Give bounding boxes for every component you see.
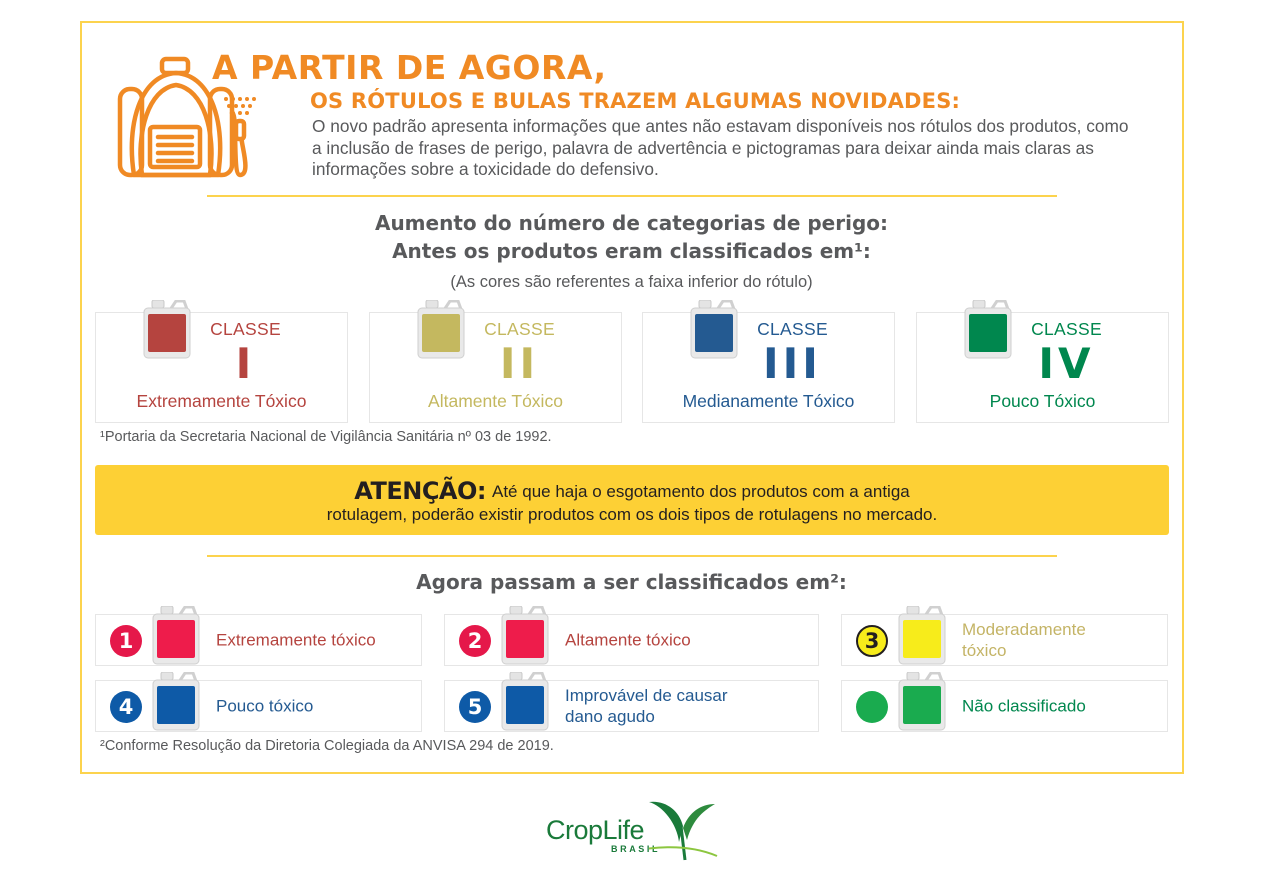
category-badge: 5: [459, 691, 491, 723]
logo-text: CropLife: [546, 815, 645, 845]
attention-text-2: rotulagem, poderão existir produtos com os dois tipos de rotulagens no mercado.: [326, 505, 938, 524]
category-label: Improvável de causar dano agudo: [565, 686, 728, 726]
footnote-2: ²Conforme Resolução da Diretoria Colegiada da ANVISA 294 de 2019.: [100, 738, 554, 754]
old-class-card-4: [916, 312, 1169, 423]
old-class-card-3: [642, 312, 895, 423]
class-numeral: I: [235, 339, 256, 388]
new-section-title: Agora passam a ser classificados em²:: [416, 570, 847, 594]
class-description: Medianamente Tóxico: [682, 391, 855, 411]
class-description: Altamente Tóxico: [428, 391, 563, 411]
attention-text-1: Até que haja o esgotamento dos produtos com a antiga: [492, 482, 910, 501]
category-badge: 4: [110, 691, 142, 723]
new-category-card-3: [841, 614, 1168, 666]
croplife-logo: [545, 798, 725, 868]
old-section-title: Aumento do número de categorias de perigo:: [374, 211, 889, 235]
class-label: CLASSE: [757, 319, 828, 339]
category-badge: 1: [110, 625, 142, 657]
divider: [207, 195, 1057, 197]
class-numeral: III: [763, 339, 822, 388]
category-label: Altamente tóxico: [565, 630, 691, 650]
new-category-card-2: [444, 614, 819, 666]
category-label: Extremamente tóxico: [216, 630, 376, 650]
leaf-sprout-icon: [649, 798, 719, 864]
category-label: Pouco tóxico: [216, 696, 314, 716]
category-badge: 2: [459, 625, 491, 657]
divider: [207, 555, 1057, 557]
jug-icon: [500, 606, 550, 666]
jug-icon: [897, 606, 947, 666]
new-category-card-6: [841, 680, 1168, 732]
intro-paragraph: O novo padrão apresenta informações que antes não estavam disponíveis nos rótulos dos produtos, como a inclusão de frases de perigo, palavra de advertência e pictogramas para deixar ainda mais claras as informações sobre a toxicidade do defensivo.: [312, 116, 1129, 179]
page-title: A PARTIR DE AGORA,: [212, 48, 607, 87]
attention-label: ATENÇÃO:: [354, 477, 486, 505]
jug-icon: [500, 672, 550, 732]
category-label: Moderadamente tóxico: [962, 620, 1086, 660]
new-category-card-4: [95, 680, 422, 732]
attention-banner: [95, 465, 1169, 535]
class-description: Extremamente Tóxico: [136, 391, 307, 411]
class-numeral: IV: [1038, 339, 1095, 388]
jug-icon: [897, 672, 947, 732]
category-badge: [856, 691, 888, 723]
old-section-note: (As cores são referentes a faixa inferior do rótulo): [450, 273, 813, 291]
page-subtitle: OS RÓTULOS E BULAS TRAZEM ALGUMAS NOVIDADES:: [310, 89, 961, 113]
footnote-1: ¹Portaria da Secretaria Nacional de Vigilância Sanitária nº 03 de 1992.: [100, 429, 552, 445]
logo-subtext: BRASIL: [611, 844, 661, 854]
old-section-subtitle: Antes os produtos eram classificados em¹:: [392, 239, 871, 263]
old-class-card-2: [369, 312, 622, 423]
class-description: Pouco Tóxico: [989, 391, 1096, 411]
category-label: Não classificado: [962, 696, 1086, 716]
jug-icon: [151, 672, 201, 732]
jug-icon: [151, 606, 201, 666]
class-numeral: II: [499, 339, 540, 388]
class-label: CLASSE: [1031, 319, 1102, 339]
category-badge: 3: [856, 625, 888, 657]
new-category-card-5: [444, 680, 819, 732]
class-label: CLASSE: [210, 319, 281, 339]
old-class-card-1: [95, 312, 348, 423]
class-label: CLASSE: [484, 319, 555, 339]
new-category-card-1: [95, 614, 422, 666]
